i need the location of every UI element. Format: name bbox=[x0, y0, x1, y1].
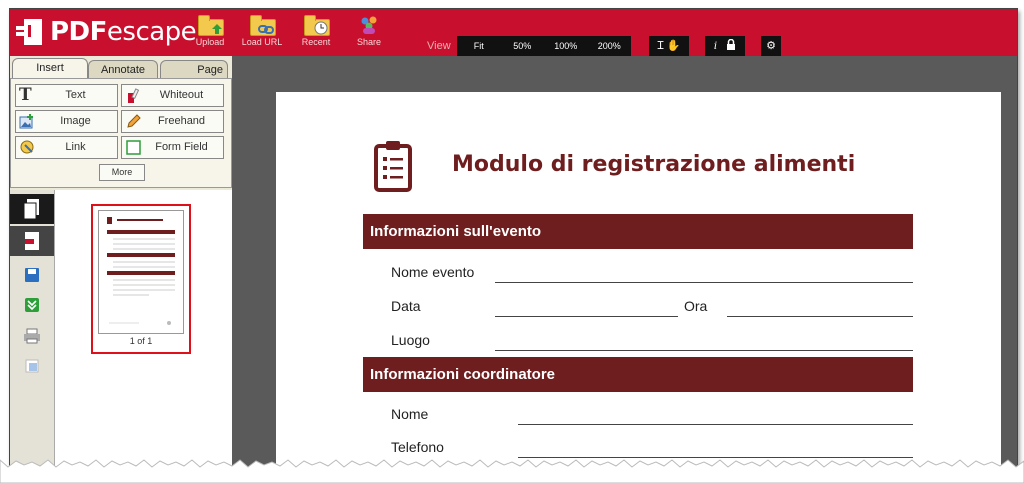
top-toolbar bbox=[10, 9, 1017, 56]
tab-insert[interactable]: Insert bbox=[12, 58, 88, 79]
tab-annotate[interactable]: Annotate bbox=[88, 60, 158, 79]
download-icon bbox=[24, 297, 40, 313]
save-disk-icon bbox=[24, 267, 40, 283]
form-field-icon bbox=[125, 139, 142, 156]
page-thumbnail[interactable] bbox=[91, 204, 191, 354]
share-button[interactable] bbox=[341, 15, 397, 47]
pdf-file-icon bbox=[23, 231, 41, 251]
zoom-200-button[interactable]: 200% bbox=[597, 41, 621, 51]
form-field-tool-button[interactable]: Form Field bbox=[121, 136, 224, 159]
more-button[interactable]: More bbox=[99, 164, 145, 181]
page-layout-button[interactable] bbox=[10, 351, 54, 381]
section-heading-event: Informazioni sull'evento bbox=[363, 214, 913, 249]
load-url-label: Load URL bbox=[241, 37, 283, 47]
side-action-strip bbox=[10, 190, 55, 467]
zoom-fit-button[interactable]: Fit bbox=[473, 41, 484, 51]
image-tool-button[interactable]: Image bbox=[15, 110, 118, 133]
field-line-name[interactable] bbox=[518, 424, 913, 425]
link-icon bbox=[19, 139, 36, 156]
insert-tools-box bbox=[10, 78, 232, 188]
panel-tabs bbox=[10, 58, 232, 78]
lock-icon[interactable] bbox=[726, 39, 736, 50]
thumbnail-preview-graphic bbox=[99, 211, 183, 333]
load-url-button[interactable] bbox=[234, 15, 290, 47]
thumbnail-area bbox=[55, 190, 232, 467]
gear-icon: ⚙ bbox=[766, 40, 776, 52]
pdf-page[interactable] bbox=[276, 92, 1001, 468]
zoom-controls bbox=[457, 36, 631, 56]
app-window bbox=[9, 8, 1018, 468]
field-label-phone: Telefono bbox=[391, 439, 444, 455]
upload-button[interactable] bbox=[182, 15, 238, 47]
printer-icon bbox=[23, 328, 41, 344]
download-button[interactable] bbox=[10, 290, 54, 320]
field-label-location: Luogo bbox=[391, 332, 430, 348]
pdfescape-logo[interactable] bbox=[14, 17, 196, 47]
settings-button[interactable] bbox=[761, 36, 781, 56]
whiteout-tool-button[interactable]: Whiteout bbox=[121, 84, 224, 107]
field-label-name: Nome bbox=[391, 406, 429, 422]
whiteout-icon bbox=[125, 87, 142, 104]
freehand-tool-button[interactable]: Freehand bbox=[121, 110, 224, 133]
page-count-label: 1 of 1 bbox=[129, 336, 153, 346]
logo-text: PDFescape bbox=[50, 17, 197, 47]
field-line-location[interactable] bbox=[495, 350, 913, 351]
torn-edge-decoration bbox=[0, 452, 1024, 483]
share-people-icon bbox=[355, 15, 383, 35]
select-tools bbox=[649, 36, 689, 56]
info-icon[interactable]: i bbox=[713, 41, 718, 52]
image-icon bbox=[19, 113, 36, 130]
text-tool-button[interactable]: T Text bbox=[15, 84, 118, 107]
info-tools bbox=[705, 36, 745, 56]
form-title: Modulo di registrazione alimenti bbox=[452, 152, 856, 177]
save-button[interactable] bbox=[10, 260, 54, 290]
tab-page[interactable]: Page bbox=[160, 60, 228, 78]
field-line-date[interactable] bbox=[495, 316, 678, 317]
left-panel bbox=[10, 56, 232, 467]
zoom-100-button[interactable]: 100% bbox=[554, 41, 578, 51]
text-cursor-icon[interactable]: Ɪ bbox=[657, 40, 664, 52]
clipboard-icon bbox=[374, 140, 412, 192]
section-heading-coordinator: Informazioni coordinatore bbox=[363, 357, 913, 392]
field-line-event-name[interactable] bbox=[495, 282, 913, 283]
share-label: Share bbox=[356, 37, 382, 47]
link-tool-button[interactable]: Link bbox=[15, 136, 118, 159]
field-label-event-name: Nome evento bbox=[391, 264, 475, 280]
pages-icon bbox=[23, 198, 41, 220]
field-label-date: Data bbox=[391, 298, 421, 314]
field-label-time: Ora bbox=[684, 298, 708, 314]
recent-button[interactable] bbox=[288, 15, 344, 47]
upload-label: Upload bbox=[195, 37, 225, 47]
logo-icon bbox=[14, 17, 44, 47]
pencil-icon bbox=[125, 113, 142, 130]
zoom-50-button[interactable]: 50% bbox=[513, 41, 532, 51]
view-label: View bbox=[427, 40, 451, 52]
recent-label: Recent bbox=[301, 37, 331, 47]
thumbnail-page-preview bbox=[98, 210, 184, 334]
text-tool-icon: T bbox=[19, 85, 32, 105]
hand-pan-icon[interactable]: ✋ bbox=[666, 40, 681, 52]
page-thumbnails-button[interactable] bbox=[10, 194, 54, 224]
print-button[interactable] bbox=[10, 321, 54, 351]
field-line-time[interactable] bbox=[727, 316, 913, 317]
pdf-document-button[interactable] bbox=[10, 226, 54, 256]
page-layout-icon bbox=[25, 359, 39, 373]
